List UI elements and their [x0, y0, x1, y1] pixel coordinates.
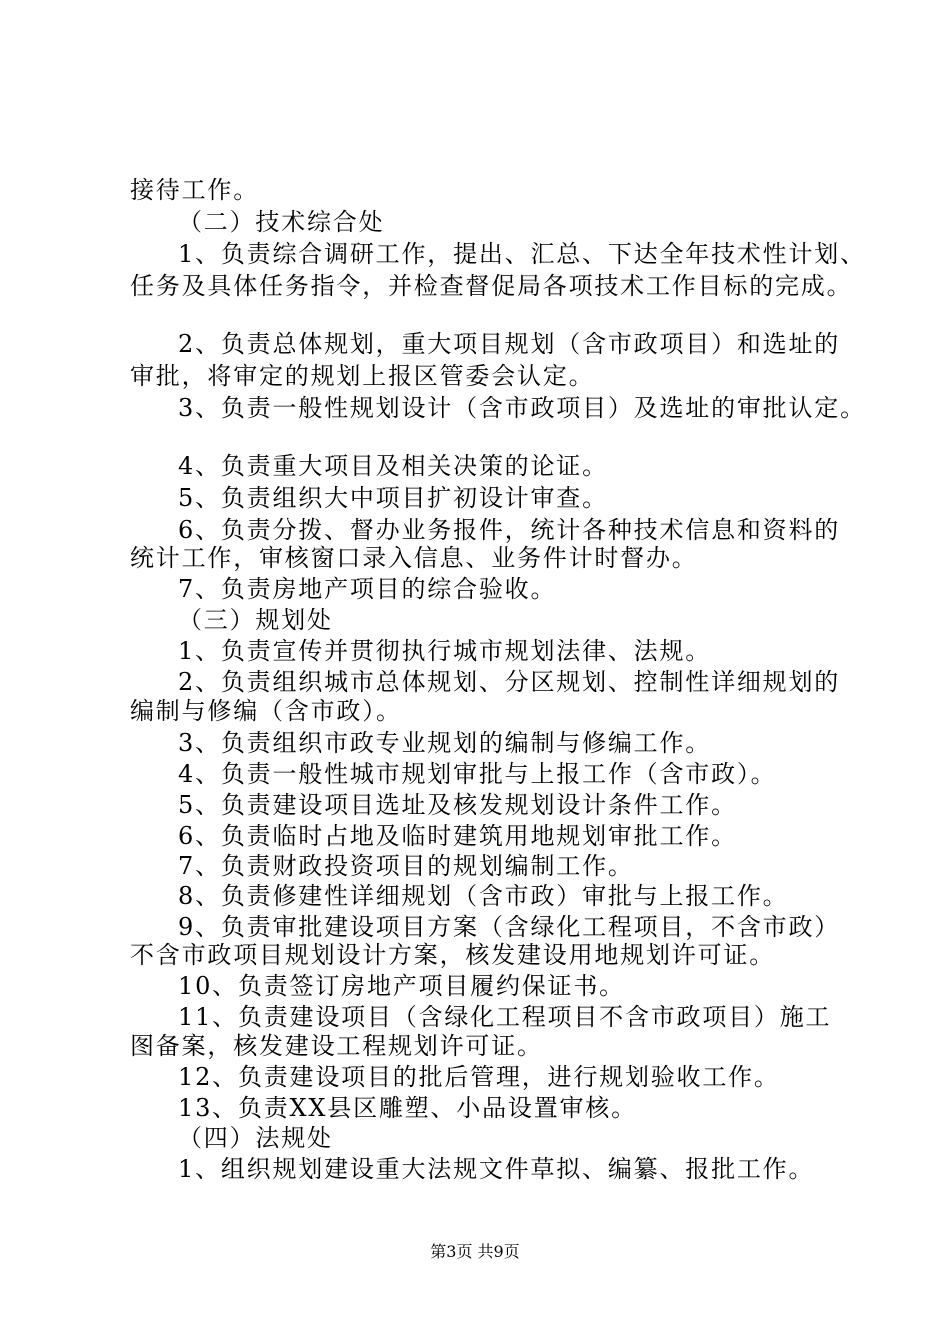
page-number: 第3页 共9页 [430, 1242, 520, 1261]
text-line: 2、负责组织城市总体规划、分区规划、控制性详细规划的 [178, 668, 841, 696]
section-heading: （二）技术综合处 [178, 208, 385, 236]
text-line: 1、组织规划建设重大法规文件草拟、编纂、报批工作。 [178, 1155, 815, 1183]
text-line: 3、负责组织市政专业规划的编制与修编工作。 [178, 729, 712, 757]
text-line: 审批，将审定的规划上报区管委会认定。 [130, 362, 595, 390]
text-line: 不含市政项目规划设计方案，核发建设用地规划许可证。 [130, 941, 775, 969]
text-line: 3、负责一般性规划设计（含市政项目）及选址的审批认定。 [178, 394, 866, 422]
text-line: 8、负责修建性详细规划（含市政）审批与上报工作。 [178, 882, 789, 910]
section-heading: （三）规划处 [178, 606, 333, 634]
text-line: 13、负责XX县区雕塑、小品设置审核。 [178, 1094, 637, 1122]
text-line: 10、负责签订房地产项目履约保证书。 [178, 972, 625, 1000]
text-line: 统计工作，审核窗口录入信息、业务件计时督办。 [130, 544, 698, 572]
text-line: 7、负责财政投资项目的规划编制工作。 [178, 852, 634, 880]
text-line: 1、负责宣传并贯彻执行城市规划法律、法规。 [178, 637, 712, 665]
text-line: 图备案，核发建设工程规划许可证。 [130, 1032, 543, 1060]
text-line: 接待工作。 [130, 176, 259, 204]
text-line: 4、负责重大项目及相关决策的论证。 [178, 452, 608, 480]
text-line: 任务及具体任务指令，并检查督促局各项技术工作目标的完成。 [130, 272, 853, 300]
text-line: 6、负责分拨、督办业务报件，统计各种技术信息和资料的 [178, 516, 841, 544]
text-line: 5、负责建设项目选址及核发规划设计条件工作。 [178, 791, 737, 819]
text-line: 5、负责组织大中项目扩初设计审查。 [178, 484, 608, 512]
text-line: 1、负责综合调研工作，提出、汇总、下达全年技术性计划、 [178, 240, 866, 268]
text-line: 6、负责临时占地及临时建筑用地规划审批工作。 [178, 822, 737, 850]
text-line: 7、负责房地产项目的综合验收。 [178, 575, 557, 603]
section-heading: （四）法规处 [178, 1124, 333, 1152]
text-line: 12、负责建设项目的批后管理，进行规划验收工作。 [178, 1063, 780, 1091]
text-line: 11、负责建设项目（含绿化工程项目不含市政项目）施工 [178, 1003, 832, 1031]
text-line: 2、负责总体规划，重大项目规划（含市政项目）和选址的 [178, 330, 841, 358]
text-line: 9、负责审批建设项目方案（含绿化工程项目，不含市政） [178, 913, 841, 941]
text-line: 4、负责一般性城市规划审批与上报工作（含市政）。 [178, 760, 777, 788]
text-line: 编制与修编（含市政）。 [130, 697, 402, 725]
